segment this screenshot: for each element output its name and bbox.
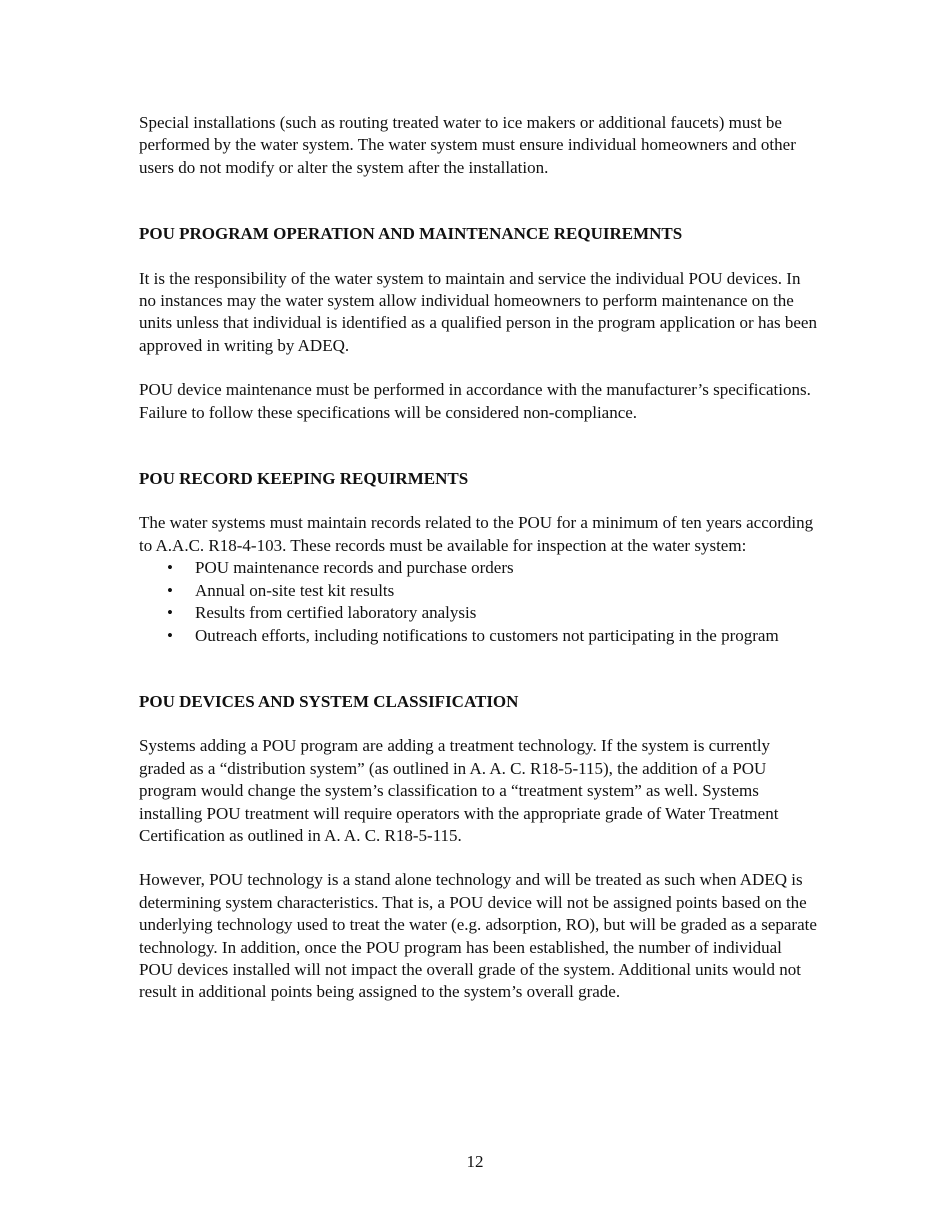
list-item	[167, 602, 819, 624]
classification-paragraph-1: Systems adding a POU program are adding a treatment technology. If the system is currently graded as a “distribution system” (as outlined in A. A. C. R18-5-115), the addition of a POU program would change the system’s classification to a “treatment system” as well. Systems installing POU treatment will require operators with the appropriate grade of Water Treatment Certification as outlined in A. A. C. R18-5-115.	[139, 736, 779, 845]
records-list	[139, 557, 819, 647]
operation-paragraph-1: It is the responsibility of the water system to maintain and service the individual POU devices. In no instances may the water system allow individual homeowners to perform maintenance on the units unless that individual is identified as a qualified person in the program application or has been approved in writing by ADEQ.	[139, 268, 817, 355]
intro-paragraph: Special installations (such as routing treated water to ice makers or additional faucets) must be performed by the water system. The water system must ensure individual homeowners and other users do not modify or alter the system after the installation.	[139, 113, 796, 177]
list-item	[167, 557, 819, 579]
spacer	[139, 424, 819, 468]
spacer	[139, 713, 819, 735]
page-number: 12	[466, 1152, 484, 1171]
list-item-text: Annual on-site test kit results	[195, 580, 395, 600]
list-item-text: POU maintenance records and purchase orders	[195, 558, 514, 578]
section-heading-operation: POU PROGRAM OPERATION AND MAINTENANCE REQUIREMNTS	[139, 224, 683, 244]
spacer	[139, 357, 819, 379]
bullet-icon: •	[167, 558, 173, 578]
bullet-icon: •	[167, 625, 173, 645]
list-item-text: Results from certified laboratory analysis	[195, 603, 477, 623]
bullet-icon: •	[167, 603, 173, 623]
list-item-text: Outreach efforts, including notifications to customers not participating in the program	[195, 625, 779, 645]
spacer	[139, 847, 819, 869]
list-item	[167, 625, 819, 647]
document-body	[139, 112, 819, 1004]
classification-paragraph-2: However, POU technology is a stand alone technology and will be treated as such when ADEQ is determining system characteristics. That is, a POU device will not be assigned points based on the underlying technology used to treat the water (e.g. adsorption, RO), but will be graded as a separate technology. In addition, once the POU program has been established, the number of individual POU devices installed will not impact the overall grade of the system. Additional units would not result in additional points being assigned to the system’s overall grade.	[139, 870, 817, 1002]
spacer	[139, 246, 819, 268]
list-item	[167, 580, 819, 602]
bullet-icon: •	[167, 580, 173, 600]
spacer	[139, 179, 819, 223]
section-heading-classification: POU DEVICES AND SYSTEM CLASSIFICATION	[139, 691, 519, 711]
records-paragraph: The water systems must maintain records related to the POU for a minimum of ten years according to A.A.C. R18-4-103. These records must be available for inspection at the water system:	[139, 513, 814, 555]
operation-paragraph-2: POU device maintenance must be performed in accordance with the manufacturer’s specifications. Failure to follow these specifications will be considered non-compliance.	[139, 380, 811, 422]
spacer	[139, 647, 819, 691]
spacer	[139, 490, 819, 512]
section-heading-records: POU RECORD KEEPING REQUIRMENTS	[139, 469, 469, 489]
